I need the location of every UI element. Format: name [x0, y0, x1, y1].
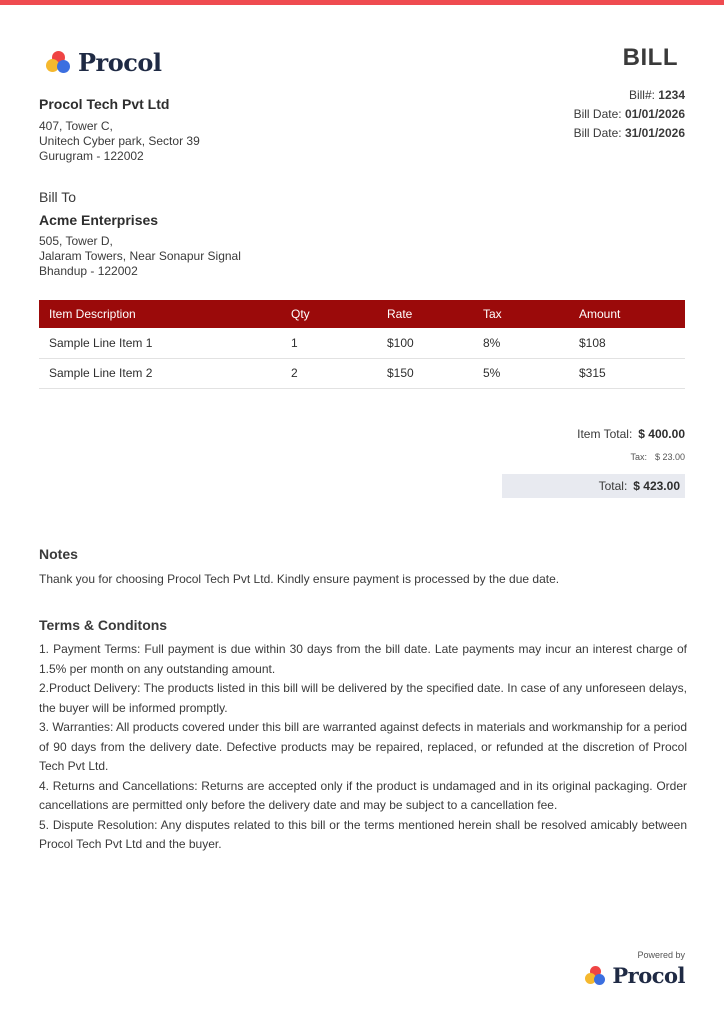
bill-date-line	[574, 105, 685, 124]
notes-title: Notes	[39, 546, 78, 562]
bill-to-address-line: Bhandup - 122002	[39, 264, 138, 278]
total-value: $ 423.00	[633, 479, 680, 493]
company-address-line: 407, Tower C,	[39, 119, 113, 133]
cell-description: Sample Line Item 2	[39, 358, 281, 388]
cell-tax: 8%	[473, 328, 569, 358]
cell-rate: $100	[377, 328, 473, 358]
company-name: Procol Tech Pvt Ltd	[39, 96, 170, 112]
company-address	[39, 119, 200, 164]
table-header-row	[39, 300, 685, 328]
bill-meta	[574, 86, 685, 143]
header-item-description: Item Description	[39, 300, 281, 328]
procol-logo-mark-icon	[46, 51, 72, 75]
bill-to-address	[39, 234, 241, 279]
table-row	[39, 328, 685, 358]
bill-number-line	[574, 86, 685, 105]
header-amount: Amount	[569, 300, 685, 328]
item-total-label: Item Total:	[577, 427, 633, 441]
cell-tax: 5%	[473, 358, 569, 388]
powered-by-label: Powered by	[637, 950, 685, 960]
bill-number: 1234	[658, 88, 685, 102]
header-rate: Rate	[377, 300, 473, 328]
total-label: Total:	[598, 479, 628, 493]
terms-item: 3. Warranties: All products covered under this bill are warranted against defects in materials and workmanship for a period of 90 days from the delivery date. Defective products may be repaired, replaced, or refunded at the discretion of Procol Tech Pvt Ltd.	[39, 720, 687, 773]
top-accent-bar	[0, 0, 724, 5]
tax-label: Tax:	[630, 452, 647, 462]
cell-description: Sample Line Item 1	[39, 328, 281, 358]
bill-due-line	[574, 124, 685, 143]
cell-rate: $150	[377, 358, 473, 388]
table-row	[39, 358, 685, 388]
terms-item: 5. Dispute Resolution: Any disputes related to this bill or the terms mentioned herein shall be resolved amicably between Procol Tech Pvt Ltd and the buyer.	[39, 817, 687, 851]
line-items-table	[39, 300, 685, 389]
procol-logo-mark-icon	[585, 966, 607, 986]
grand-total-row	[502, 474, 685, 498]
terms-item: 1. Payment Terms: Full payment is due within 30 days from the bill date. Late payments may incur an interest charge of 1.5% per month on any outstanding amount.	[39, 642, 687, 676]
item-total-value: $ 400.00	[638, 427, 685, 441]
cell-amount: $108	[569, 328, 685, 358]
cell-qty: 1	[281, 328, 377, 358]
terms-item: 4. Returns and Cancellations: Returns are accepted only if the product is undamaged and in its original packaging. Order cancellations are permitted only before the delivery date and may be subject to a cancellation fee.	[39, 778, 687, 812]
bill-due-date: 31/01/2026	[624, 126, 685, 140]
tax-value: $ 23.00	[654, 452, 685, 462]
cell-amount: $315	[569, 358, 685, 388]
terms-title: Terms & Conditons	[39, 617, 168, 633]
company-address-line: Gurugram - 122002	[39, 149, 144, 163]
totals-block	[502, 427, 685, 498]
header-qty: Qty	[281, 300, 377, 328]
terms-item: 2.Product Delivery: The products listed in this bill will be delivered by the specified date. In case of any unforeseen delays, the buyer will be informed promptly.	[39, 681, 687, 715]
bill-to-block	[39, 189, 241, 279]
bill-to-label: Bill To	[39, 189, 77, 205]
logo-wordmark: Procol	[78, 48, 162, 77]
item-total-row	[502, 427, 685, 445]
cell-qty: 2	[281, 358, 377, 388]
header-tax: Tax	[473, 300, 569, 328]
company-block	[39, 96, 200, 164]
bill-number-label: Bill#:	[628, 88, 655, 102]
terms-list	[39, 640, 687, 855]
bill-title: BILL	[622, 44, 678, 71]
footer-procol-logo	[585, 963, 685, 988]
tax-row	[502, 452, 685, 464]
bill-date: 01/01/2026	[624, 107, 685, 121]
bill-to-address-line: Jalaram Towers, Near Sonapur Signal	[39, 249, 241, 263]
bill-to-address-line: 505, Tower D,	[39, 234, 113, 248]
bill-to-name: Acme Enterprises	[39, 212, 159, 228]
bill-due-label: Bill Date:	[573, 126, 622, 140]
notes-text: Thank you for choosing Procol Tech Pvt Ltd. Kindly ensure payment is processed by the due date.	[39, 572, 560, 586]
footer-logo-wordmark: Procol	[612, 963, 685, 988]
company-address-line: Unitech Cyber park, Sector 39	[39, 134, 200, 148]
bill-date-label: Bill Date:	[573, 107, 622, 121]
procol-logo	[46, 48, 161, 77]
